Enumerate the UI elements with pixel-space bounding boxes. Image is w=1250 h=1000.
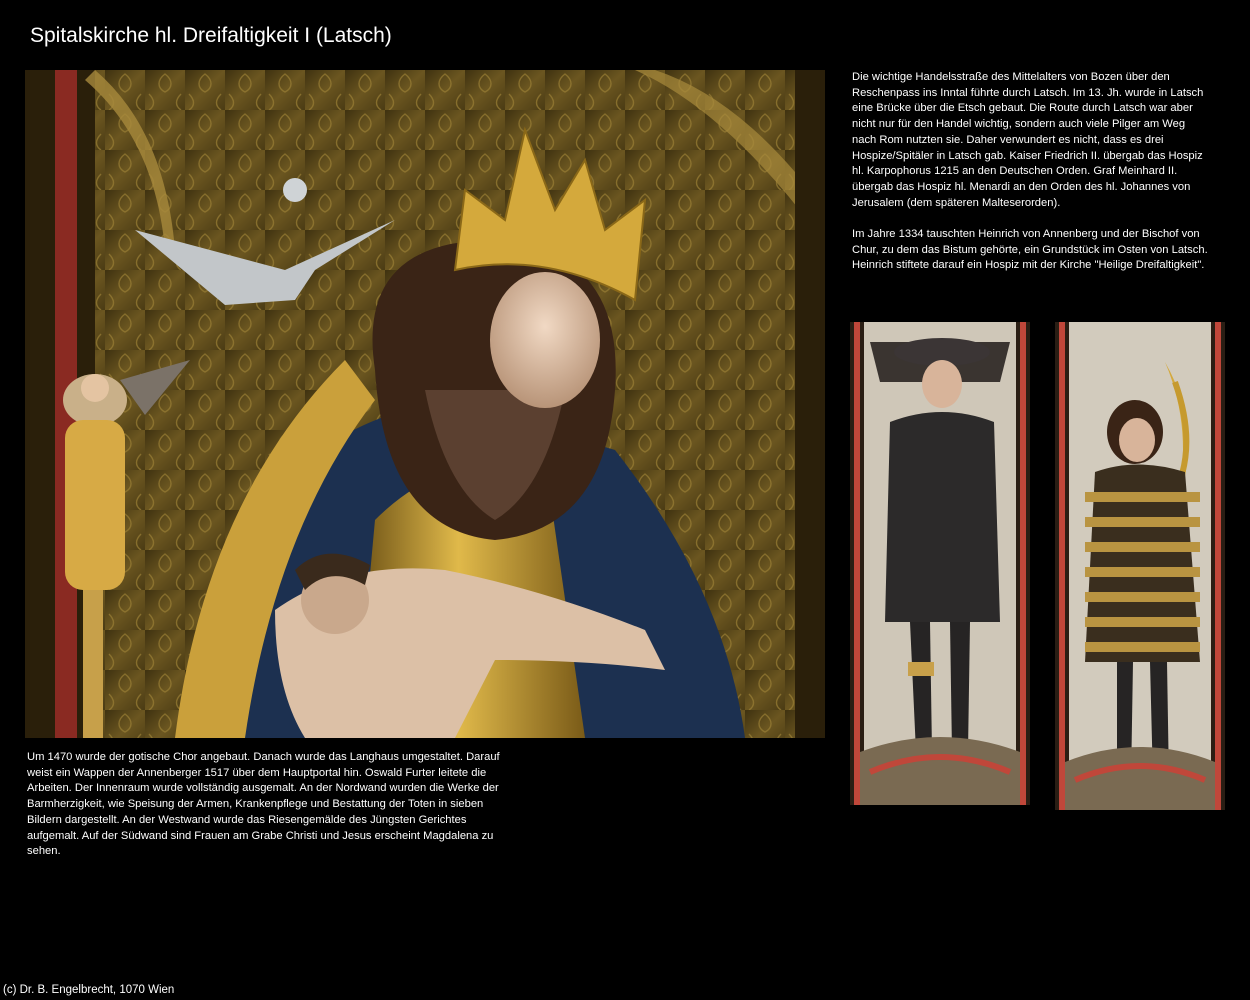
side-photo-1-image [850,322,1030,805]
history-text-block [27,750,507,860]
copyright-notice: (c) Dr. B. Engelbrecht, 1070 Wien [3,984,175,996]
main-photo-trinity-altar [25,70,825,738]
main-photo-image [25,70,825,738]
side-photo-palm-saint [1055,322,1225,810]
side-photo-2-image [1055,322,1225,810]
side-photo-armored-saint [850,322,1030,805]
intro-paragraph-2: Im Jahre 1334 tauschten Heinrich von Annenberg und der Bischof von Chur, zu dem das Bistum gehörte, ein Grundstück im Osten von Latsch. Heinrich stiftete darauf ein Hospiz mit der Kirche "Heilige Dreifaltigkeit". [852,228,1208,272]
intro-paragraph-1: Die wichtige Handelsstraße des Mittelalters von Bozen über den Reschenpass ins Inntal führte durch Latsch. Im 13. Jh. wurde in Latsch eine Brücke über die Etsch gebaut. Die Route durch Latsch war aber nicht nur für den Handel wichtig, sondern auch viele Pilger am Weg nach Rom nutzten sie. Daher verwundert es nicht, dass es drei Hospize/Spitäler in Latsch gab. Kaiser Friedrich II. übergab das Hospiz hl. Karpophorus 1215 an den Deutschen Orden. Graf Meinhard II. übergab das Hospiz hl. Menardi an den Orden des hl. Johannes von Jerusalem (dem späteren Malteserorden). [852,71,1204,209]
page-title: Spitalskirche hl. Dreifaltigkeit I (Latsch) [30,24,392,47]
history-paragraph: Um 1470 wurde der gotische Chor angebaut. Danach wurde das Langhaus umgestaltet. Darauf weist ein Wappen der Annenberger 1517 über dem Hauptportal hin. Oswald Furter leitete die Arbeiten. Der Innenraum wurde vollständig ausgemalt. An der Nordwand wurden die Werke der Barmherzigkeit, wie Speisung der Armen, Krankenpflege und Bestattung der Toten in sieben Bildern dargestellt. An der Westwand wurde das Riesengemälde des Jüngsten Gerichtes aufgemalt. Auf der Südwand sind Frauen am Grabe Christi und Jesus erscheint Magdalena zu sehen. [27,751,500,858]
intro-text-block [852,70,1212,274]
